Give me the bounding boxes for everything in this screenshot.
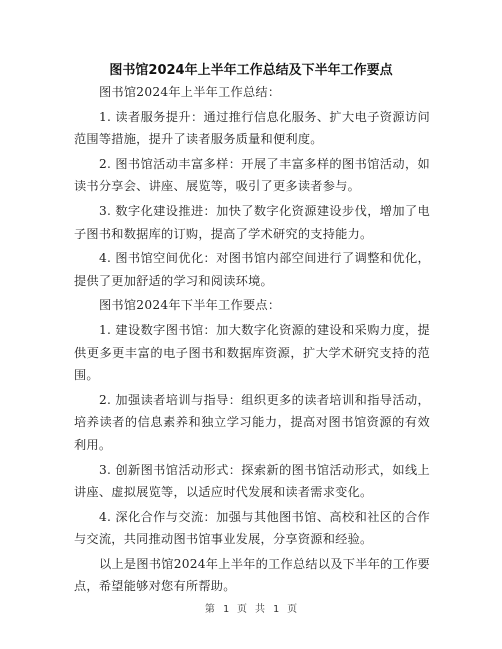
paragraph-conclusion: 以上是图书馆2024年上半年的工作总结以及下半年的工作要点，希望能够对您有所帮助。 (74, 556, 430, 594)
section-heading-second-half: 图书馆2024年下半年工作要点： (99, 298, 281, 313)
page-number-footer: 第 1 页 共 1 页 (204, 604, 298, 615)
paragraph-activity-innovation: 3. 创新图书馆活动形式：探索新的图书馆活动形式，如线上讲座、虚拟展览等，以适应时代发展和读者需求变化。 (74, 462, 430, 500)
document-body (74, 81, 430, 600)
paragraph-digitization: 3. 数字化建设推进：加快了数字化资源建设步伐，增加了电子图书和数据库的订购，提高了学术研究的支持能力。 (74, 203, 430, 241)
paragraph-reader-training: 2. 加强读者培训与指导：组织更多的读者培训和指导活动，培养读者的信息素养和独立学习能力，提高对图书馆资源的有效利用。 (74, 392, 430, 452)
paragraph-activities: 2. 图书馆活动丰富多样：开展了丰富多样的图书馆活动，如读书分享会、讲座、展览等，吸引了更多读者参与。 (74, 156, 430, 194)
paragraph-cooperation: 4. 深化合作与交流：加强与其他图书馆、高校和社区的合作与交流，共同推动图书馆事业发展，分享资源和经验。 (74, 509, 430, 547)
paragraph-reader-service: 1. 读者服务提升：通过推行信息化服务、扩大电子资源访问范围等措施，提升了读者服务质量和便利度。 (74, 109, 430, 147)
document-title: 图书馆2024年上半年工作总结及下半年工作要点 (109, 63, 393, 78)
section-heading-first-half: 图书馆2024年上半年工作总结： (99, 85, 281, 99)
paragraph-space-optimization: 4. 图书馆空间优化：对图书馆内部空间进行了调整和优化，提供了更加舒适的学习和阅读环境。 (74, 251, 430, 288)
paragraph-digital-library: 1. 建设数字图书馆：加大数字化资源的建设和采购力度，提供更多更丰富的电子图书和数据库资源，扩大学术研究支持的范围。 (74, 322, 430, 383)
